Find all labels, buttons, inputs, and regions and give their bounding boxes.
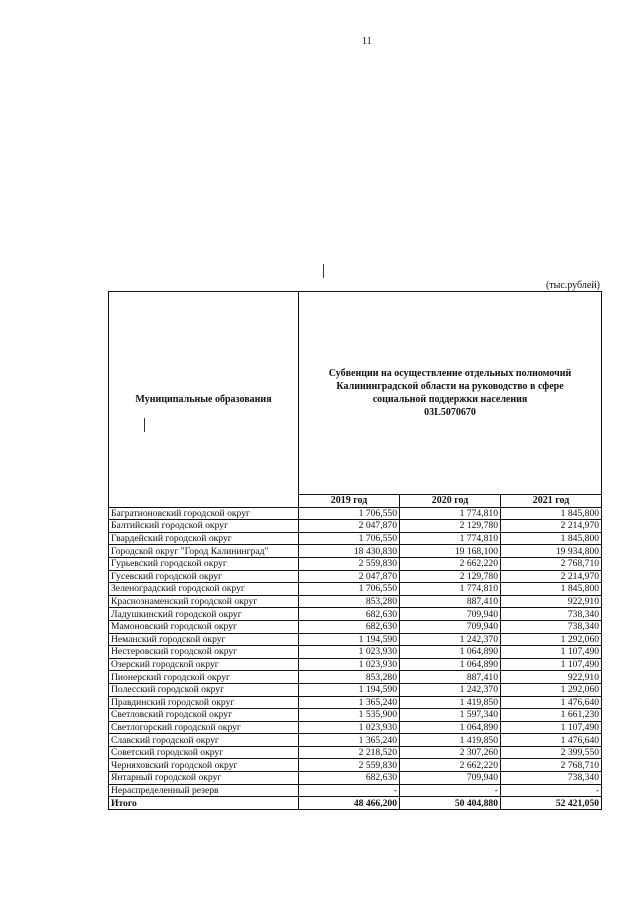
value-2021: 2 768,710	[501, 557, 602, 570]
table-row	[109, 671, 602, 684]
value-2020: 1 064,890	[400, 646, 501, 659]
page-number: 11	[362, 36, 372, 47]
value-2019: 853,280	[299, 595, 400, 608]
value-2019: 18 430,830	[299, 545, 400, 558]
units-label: (тыс.рублей)	[545, 280, 600, 291]
municipality-name: Светлогорский городской округ	[109, 721, 299, 734]
value-2019: 2 218,520	[299, 746, 400, 759]
municipality-name: Гусевский городской округ	[109, 570, 299, 583]
value-2019: 1 194,590	[299, 683, 400, 696]
value-2021: 1 292,060	[501, 633, 602, 646]
value-2019: 1 023,930	[299, 721, 400, 734]
municipality-name: Гурьевский городской округ	[109, 557, 299, 570]
subsidy-table-wrapper	[108, 291, 601, 810]
table-row	[109, 746, 602, 759]
municipality-name: Неманский городской округ	[109, 633, 299, 646]
total-2019: 48 466,200	[299, 797, 400, 810]
value-2019: 1 706,550	[299, 532, 400, 545]
municipality-name: Славский городской округ	[109, 734, 299, 747]
table-row	[109, 709, 602, 722]
table-row	[109, 620, 602, 633]
value-2021: 1 476,640	[501, 734, 602, 747]
value-2020: 2 307,260	[400, 746, 501, 759]
municipality-name: Озерский городской округ	[109, 658, 299, 671]
table-row	[109, 696, 602, 709]
municipality-name: Пионерский городской округ	[109, 671, 299, 684]
value-2021: -	[501, 784, 602, 797]
municipality-name: Ладушкинский городской округ	[109, 608, 299, 621]
value-2021: 1 107,490	[501, 721, 602, 734]
municipality-name: Янтарный городской округ	[109, 772, 299, 785]
table-row	[109, 784, 602, 797]
municipality-name: Городской округ "Город Калининград"	[109, 545, 299, 558]
value-2021: 1 476,640	[501, 696, 602, 709]
value-2019: 853,280	[299, 671, 400, 684]
value-2020: 2 129,780	[400, 570, 501, 583]
value-2020: 1 064,890	[400, 658, 501, 671]
value-2019: 2 047,870	[299, 520, 400, 533]
value-2020: 1 597,340	[400, 709, 501, 722]
value-2020: 1 774,810	[400, 532, 501, 545]
value-2021: 1 107,490	[501, 646, 602, 659]
value-2019: 1 365,240	[299, 696, 400, 709]
value-2019: 1 706,550	[299, 507, 400, 520]
value-2021: 738,340	[501, 608, 602, 621]
value-2019: 2 559,830	[299, 759, 400, 772]
table-row	[109, 633, 602, 646]
value-2020: 709,940	[400, 620, 501, 633]
value-2020: 887,410	[400, 671, 501, 684]
value-2020: 1 419,850	[400, 696, 501, 709]
total-2021: 52 421,050	[501, 797, 602, 810]
header-year-2020: 2020 год	[400, 495, 501, 508]
table-body	[109, 507, 602, 797]
table-row	[109, 520, 602, 533]
value-2020: 1 774,810	[400, 507, 501, 520]
table-row	[109, 557, 602, 570]
table-row	[109, 545, 602, 558]
value-2021: 922,910	[501, 595, 602, 608]
municipality-name: Нестеровский городской округ	[109, 646, 299, 659]
table-row	[109, 734, 602, 747]
table-row	[109, 658, 602, 671]
table-row	[109, 595, 602, 608]
value-2019: 682,630	[299, 608, 400, 621]
municipality-name: Мамоновский городской округ	[109, 620, 299, 633]
value-2020: -	[400, 784, 501, 797]
value-2021: 738,340	[501, 620, 602, 633]
value-2019: 2 047,870	[299, 570, 400, 583]
municipality-name: Краснознаменский городской округ	[109, 595, 299, 608]
municipality-name: Советский городской округ	[109, 746, 299, 759]
header-year-2019: 2019 год	[299, 495, 400, 508]
table-row	[109, 608, 602, 621]
municipality-name: Багратионовский городской округ	[109, 507, 299, 520]
value-2020: 2 662,220	[400, 557, 501, 570]
table-row	[109, 583, 602, 596]
value-2021: 2 768,710	[501, 759, 602, 772]
table-row	[109, 570, 602, 583]
municipality-name: Балтийский городской округ	[109, 520, 299, 533]
table-row	[109, 683, 602, 696]
value-2021: 1 845,800	[501, 507, 602, 520]
value-2020: 19 168,100	[400, 545, 501, 558]
total-2020: 50 404,880	[400, 797, 501, 810]
header-year-2021: 2021 год	[501, 495, 602, 508]
value-2019: -	[299, 784, 400, 797]
value-2020: 2 662,220	[400, 759, 501, 772]
value-2020: 1 419,850	[400, 734, 501, 747]
municipality-name: Гвардейский городской округ	[109, 532, 299, 545]
value-2021: 2 214,970	[501, 570, 602, 583]
subsidy-table	[108, 291, 602, 810]
value-2021: 1 107,490	[501, 658, 602, 671]
value-2020: 2 129,780	[400, 520, 501, 533]
header-title-text: Субвенции на осуществление отдельных полномочий Калининградской области на руководство в сфере социальной поддержки населения	[328, 368, 572, 405]
value-2021: 2 214,970	[501, 520, 602, 533]
value-2020: 1 064,890	[400, 721, 501, 734]
value-2020: 709,940	[400, 608, 501, 621]
table-row	[109, 721, 602, 734]
table-row	[109, 759, 602, 772]
value-2019: 1 194,590	[299, 633, 400, 646]
value-2019: 1 023,930	[299, 658, 400, 671]
value-2020: 1 242,370	[400, 683, 501, 696]
value-2019: 1 535,900	[299, 709, 400, 722]
municipality-name: Зеленоградский городской округ	[109, 583, 299, 596]
value-2019: 2 559,830	[299, 557, 400, 570]
table-row	[109, 646, 602, 659]
value-2019: 1 365,240	[299, 734, 400, 747]
municipality-name: Полесский городской округ	[109, 683, 299, 696]
value-2021: 1 661,230	[501, 709, 602, 722]
total-label: Итого	[109, 797, 299, 810]
value-2021: 1 845,800	[501, 583, 602, 596]
value-2019: 1 706,550	[299, 583, 400, 596]
table-row	[109, 507, 602, 520]
municipality-name: Черняховский городской округ	[109, 759, 299, 772]
header-subsidy-title	[299, 292, 602, 495]
value-2021: 2 399,550	[501, 746, 602, 759]
value-2021: 922,910	[501, 671, 602, 684]
value-2020: 887,410	[400, 595, 501, 608]
value-2019: 682,630	[299, 772, 400, 785]
value-2021: 19 934,800	[501, 545, 602, 558]
municipality-name: Нераспределенный резерв	[109, 784, 299, 797]
header-municipalities: Муниципальные образования	[109, 292, 299, 508]
value-2020: 1 774,810	[400, 583, 501, 596]
value-2019: 1 023,930	[299, 646, 400, 659]
total-row	[109, 797, 602, 810]
value-2020: 1 242,370	[400, 633, 501, 646]
value-2021: 1 845,800	[501, 532, 602, 545]
value-2021: 1 292,060	[501, 683, 602, 696]
value-2021: 738,340	[501, 772, 602, 785]
municipality-name: Правдинский городской округ	[109, 696, 299, 709]
table-row	[109, 772, 602, 785]
scan-mark	[323, 264, 324, 278]
value-2020: 709,940	[400, 772, 501, 785]
header-code: 03L5070670	[424, 407, 476, 418]
table-row	[109, 532, 602, 545]
municipality-name: Светловский городской округ	[109, 709, 299, 722]
value-2019: 682,630	[299, 620, 400, 633]
